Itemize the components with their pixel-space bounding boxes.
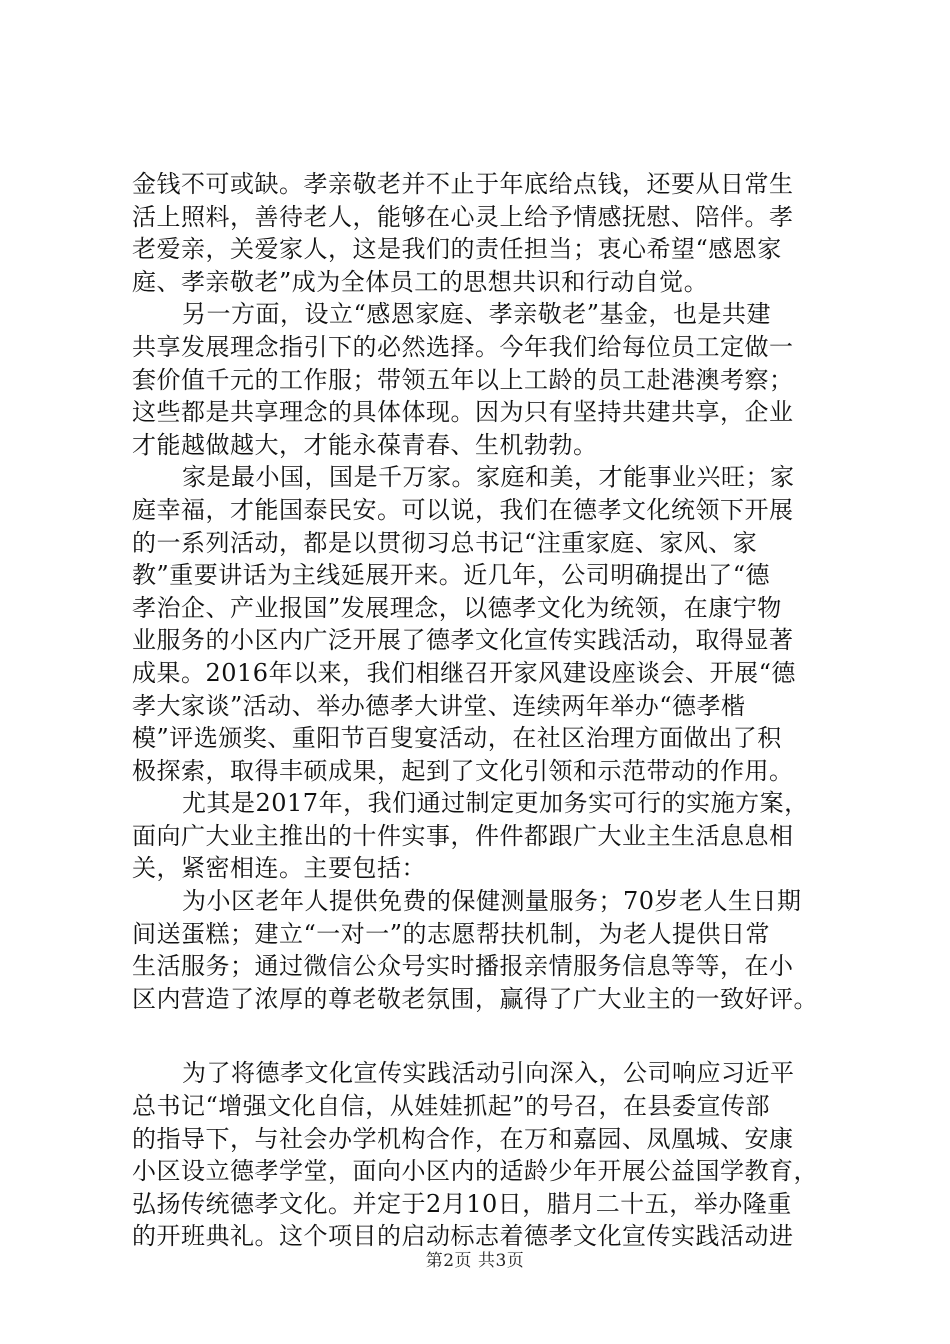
text-line: 金钱不可或缺。孝亲敬老并不止于年底给点钱，还要从日常生 — [132, 170, 794, 198]
text-line: 家是最小国，国是千万家。家庭和美，才能事业兴旺；家 — [182, 463, 795, 492]
text-line: 孝大家谈”活动、举办德孝大讲堂、连续两年举办“德孝楷 — [132, 691, 746, 720]
text-line: 教”重要讲话为主线延展开来。近几年，公司明确提出了“德 — [132, 561, 771, 590]
paragraph-gap — [132, 1015, 832, 1057]
paragraph-5 — [132, 885, 832, 1015]
paragraph-3 — [132, 461, 832, 787]
page-number-footer: 第2页 共3页 — [425, 1251, 525, 1271]
text-line: 的一系列活动，都是以贯彻习总书记“注重家庭、家风、家 — [132, 528, 758, 557]
text-line: 庭、孝亲敬老”成为全体员工的思想共识和行动自觉。 — [132, 267, 709, 296]
text-line: 为了将德孝文化宣传实践活动引向深入，公司响应习近平 — [182, 1059, 795, 1088]
text-line: 这些都是共享理念的具体体现。因为只有坚持共建共享，企业 — [132, 398, 794, 427]
paragraph-1 — [132, 168, 832, 298]
text-line: 成果。2016年以来，我们相继召开家风建设座谈会、开展“德 — [132, 658, 796, 687]
text-line: 业服务的小区内广泛开展了德孝文化宣传实践活动，取得显著 — [132, 626, 794, 655]
text-line: 老爱亲，关爱家人，这是我们的责任担当；衷心希望“感恩家 — [132, 235, 782, 264]
text-line: 庭幸福，才能国泰民安。可以说，我们在德孝文化统领下开展 — [132, 495, 794, 524]
text-line: 面向广大业主推出的十件实事，件件都跟广大业主生活息息相 — [132, 821, 794, 850]
text-line: 区内营造了浓厚的尊老敬老氛围，赢得了广大业主的一致好评。 — [132, 984, 818, 1013]
text-line: 另一方面，设立“感恩家庭、孝亲敬老”基金，也是共建 — [182, 300, 772, 329]
text-line: 弘扬传统德孝文化。并定于2月10日，腊月二十五，举办隆重 — [132, 1189, 792, 1218]
paragraph-2 — [132, 298, 832, 461]
paragraph-4 — [132, 787, 832, 885]
text-line: 为小区老年人提供免费的保健测量服务；70岁老人生日期 — [182, 887, 802, 916]
text-line: 的指导下，与社会办学机构合作，在万和嘉园、凤凰城、安康 — [132, 1124, 794, 1153]
document-body — [132, 168, 832, 1253]
text-line: 极探索，取得丰硕成果，起到了文化引领和示范带动的作用。 — [132, 756, 794, 785]
paragraph-6 — [132, 1057, 832, 1253]
text-line: 模”评选颁奖、重阳节百叟宴活动，在社区治理方面做出了积 — [132, 724, 782, 753]
text-line: 套价值千元的工作服；带领五年以上工龄的员工赴港澳考察； — [132, 365, 794, 394]
text-line: 孝治企、产业报国”发展理念，以德孝文化为统领，在康宁物 — [132, 593, 782, 622]
text-line: 才能越做越大，才能永葆青春、生机勃勃。 — [132, 430, 598, 459]
text-line: 尤其是2017年，我们通过制定更加务实可行的实施方案， — [182, 789, 809, 818]
text-line: 的开班典礼。这个项目的启动标志着德孝文化宣传实践活动进 — [132, 1222, 794, 1251]
text-line: 生活服务；通过微信公众号实时播报亲情服务信息等等，在小 — [132, 952, 794, 981]
text-line: 小区设立德孝学堂，面向小区内的适龄少年开展公益国学教育， — [132, 1157, 818, 1186]
text-line: 活上照料，善待老人，能够在心灵上给予情感抚慰、陪伴。孝 — [132, 202, 794, 231]
text-line: 关，紧密相连。主要包括： — [132, 854, 426, 883]
text-line: 总书记“增强文化自信，从娃娃抓起”的号召，在县委宣传部 — [132, 1092, 771, 1121]
text-line: 间送蛋糕；建立“一对一”的志愿帮扶机制，为老人提供日常 — [132, 919, 771, 948]
text-line: 共享发展理念指引下的必然选择。今年我们给每位员工定做一 — [132, 332, 794, 361]
